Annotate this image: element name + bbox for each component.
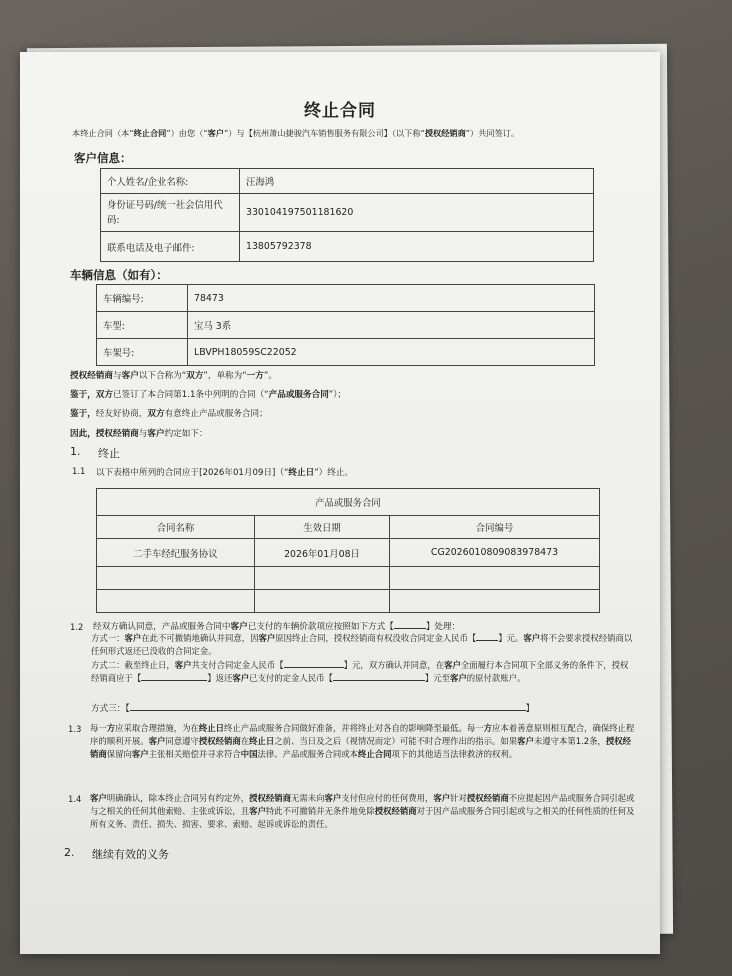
section-1-heading: 终止 [98, 447, 120, 460]
table-row [97, 312, 595, 339]
contract-page [20, 52, 660, 954]
clause-bold: 客户 [148, 736, 166, 746]
clause-text: 在此不可撤销地确认并同意，因 [141, 633, 259, 643]
clause-bold: 客户 [232, 673, 250, 683]
recital-text: ”）； [328, 390, 347, 400]
clause-text: 经双方确认同意，产品或服务合同中 [93, 622, 231, 632]
clause-text: 应本着善意原则相互配合，确保终止程序的顺利开展。 [90, 723, 635, 746]
clause-text: 特此不可撤销并无条件地免除 [265, 806, 375, 816]
intro-text: ”）共同签订。 [465, 128, 520, 138]
clause-bold: 中国 [240, 749, 258, 759]
clause-text: 的原付款账户。 [466, 673, 526, 683]
recital-4 [70, 427, 208, 439]
vehicle-label-model: 车型: [97, 312, 188, 339]
clause-bold: 客户 [517, 736, 534, 746]
clause-1-1 [96, 466, 353, 478]
clause-text: 终止产品或服务合同做好准备，并将终止对各自的影响降至最低。每一 [224, 723, 484, 733]
intro-bold: 客户 [207, 128, 224, 138]
clause-bold: 终止日 [288, 468, 315, 478]
clause-bold: 授权经销商 [198, 736, 241, 746]
clause-text: 】处理： [425, 622, 461, 632]
clause-text: 明确确认，除本终止合同另有约定外， [106, 793, 250, 803]
customer-label-contact: 联系电话及电子邮件: [101, 232, 240, 262]
clause-bold: 终止日 [249, 736, 275, 746]
clause-bold: 客户 [174, 660, 192, 670]
recital-text: 已签订了本合同第1.1条中列明的合同（“ [113, 390, 269, 400]
clause-bold: 授权经销商 [249, 793, 291, 803]
clause-bold: 客户 [230, 622, 248, 632]
clause-text: 方式一： [91, 633, 125, 643]
clause-1-3-number: 1.3 [68, 724, 82, 734]
table-row [97, 567, 600, 590]
recital-text: 有意终止产品或服务合同； [164, 409, 268, 419]
table-row [97, 339, 595, 366]
clause-bold: 客户 [124, 633, 142, 643]
clause-text: ”）终止。 [314, 468, 354, 478]
contract-table [96, 488, 600, 613]
vehicle-label-number: 车辆编号: [97, 285, 188, 312]
clause-text: 在 [240, 736, 250, 746]
table-row [101, 194, 594, 232]
clause-1-3 [90, 722, 636, 761]
recital-bold: 授权经销商 [70, 371, 113, 381]
table-row [97, 590, 600, 613]
clause-text: 支付但应付的任何费用， [341, 793, 434, 803]
section-1-number: 1. [70, 445, 81, 458]
empty-cell [97, 590, 255, 613]
table-row [97, 285, 595, 312]
recital-text: 经友好协商， [95, 409, 148, 419]
clause-text: 无需未向 [291, 793, 325, 803]
section-2-number: 2. [64, 846, 75, 859]
clause-bold: 客户 [433, 793, 451, 803]
clause-text: 同意遵守 [165, 736, 199, 746]
empty-cell [255, 590, 390, 613]
empty-cell [390, 590, 600, 613]
clause-bold: 客户 [523, 633, 541, 643]
empty-cell [390, 567, 600, 590]
clause-bold: 终止日 [198, 723, 224, 733]
clause-bold: 客户 [131, 749, 149, 759]
contract-cell-date: 2026年01月08日 [255, 539, 390, 567]
recital-3 [70, 407, 268, 419]
vehicle-value-number: 78473 [188, 285, 595, 312]
clause-1-2-number: 1.2 [70, 622, 84, 632]
clause-bold: 方 [483, 723, 492, 733]
customer-label-name: 个人姓名/企业名称: [101, 169, 240, 194]
clause-text: 】 [525, 704, 535, 714]
clause-1-4-number: 1.4 [68, 794, 82, 804]
clause-bold: 客户 [249, 806, 266, 816]
clause-text: 方式三：【 [91, 704, 130, 714]
recital-bold: 双方 [147, 409, 165, 419]
contract-header-number: 合同编号 [390, 516, 600, 539]
empty-cell [97, 567, 255, 590]
recital-bold: 双方 [186, 371, 204, 381]
clause-bold: 客户 [324, 793, 342, 803]
contract-cell-number: CG20260108090839784​73 [390, 539, 600, 567]
recital-bold: 鉴于， [70, 409, 96, 419]
clause-bold: 授权经销商 [90, 736, 631, 759]
recital-text: 与 [112, 371, 122, 381]
clause-text: 已支付的定金人民币【 [249, 673, 333, 683]
clause-text: 针对 [450, 793, 467, 803]
vehicle-value-vin: LBVPH18059SC22052 [188, 339, 595, 366]
clause-text: 之前、当日及之后（视情况而定）可能不时合理作出的指示。如果 [274, 736, 518, 746]
clause-text: 全面履行本合同项下全部义务的条件下，授权经销商应于【 [91, 660, 629, 683]
contract-cell-name: 二手车经纪服务协议 [97, 539, 255, 567]
method-3 [91, 702, 534, 714]
recital-bold: 因此，授权经销商 [70, 429, 139, 439]
recital-bold: 客户 [121, 371, 139, 381]
recital-bold: 产品或服务合同 [268, 390, 329, 400]
clause-text: 共支付合同定金人民币【 [191, 660, 284, 670]
recital-text: ”。 [263, 371, 277, 381]
customer-value-contact: 13805792378 [240, 232, 594, 262]
recital-text: 约定如下： [164, 429, 208, 439]
clause-text: 保留向 [106, 749, 132, 759]
section-2-heading: 继续有效的义务 [92, 848, 169, 861]
clause-text: 】元，双方确认并同意，在 [343, 660, 445, 670]
method-2 [91, 659, 635, 685]
clause-text: 主张相关赔偿并寻求符合 [148, 749, 241, 759]
clause-1-2-intro [93, 620, 460, 632]
clause-bold: 授权经销商 [466, 793, 509, 803]
clause-text: 原因终止合同，授权经销商有权没收合同定金人民币【 [275, 633, 477, 643]
clause-bold: 终止合同 [358, 749, 392, 759]
recital-text: ”，单称为“ [203, 371, 247, 381]
clause-text: 】元至 [424, 673, 450, 683]
recital-text: 与 [138, 429, 148, 439]
clause-text: 不应提起因产品或服务合同引起或与之相关的任何其他索赔、主张或诉讼，且 [90, 793, 635, 816]
contract-table-caption: 产品或服务合同 [97, 489, 600, 516]
document-title: 终止合同 [304, 101, 376, 121]
clause-bold: 客户 [450, 673, 467, 683]
table-row [101, 232, 594, 262]
clause-text: 以下表格中所列的合同应于[2026年01月09日]（“ [96, 468, 289, 478]
clause-bold: 客户 [90, 793, 107, 803]
recital-bold: 鉴于， [70, 390, 96, 400]
intro-paragraph [72, 128, 519, 139]
clause-text: 未遵守本第1.2条， [533, 736, 606, 746]
intro-bold: 终止合同 [133, 128, 167, 138]
intro-text: 本终止合同（本“ [72, 128, 134, 138]
amount-blank[interactable] [284, 667, 344, 668]
clause-bold: 客户 [444, 660, 461, 670]
clause-text: 】返还 [207, 673, 233, 683]
empty-cell [255, 567, 390, 590]
clause-1-1-number: 1.1 [72, 466, 86, 476]
method-3-blank[interactable] [130, 710, 526, 711]
recital-2 [70, 388, 346, 400]
recital-text: 以下合称为“ [138, 371, 187, 381]
clause-text: 应采取合理措施，为在 [115, 723, 199, 733]
contract-header-date: 生效日期 [255, 516, 390, 539]
table-row [97, 516, 600, 539]
method-1 [91, 632, 635, 658]
intro-text: ”）由您（“ [166, 128, 208, 138]
clause-text: 对于因产品或服务合同引起或与之相关的任何性质的任何及所有义务、责任、损失、损害、要求、索赔、起诉或诉讼的责任。 [90, 806, 635, 829]
customer-value-id: 330104197501181620 [240, 194, 594, 232]
table-row [101, 169, 594, 194]
table-row [97, 539, 600, 567]
vehicle-section-heading: 车辆信息（如有）： [70, 268, 168, 282]
clause-text: 已支付的车辆价款项应按照如下方式【 [247, 622, 394, 632]
recital-bold: 客户 [147, 429, 165, 439]
clause-text: 方式二：截至终止日， [91, 660, 175, 670]
recital-bold: 双方 [95, 390, 113, 400]
recital-1 [70, 369, 277, 381]
clause-text: 】元。 [498, 633, 524, 643]
intro-text: ”）与【杭州萧山捷骏汽车销售服务有限公司】（以下称“ [223, 128, 425, 138]
clause-text: 项下的其他适当法律救济的权利。 [391, 749, 518, 759]
recital-bold: 一方 [246, 371, 264, 381]
amount-blank[interactable] [476, 640, 498, 641]
clause-text: 每一 [90, 723, 107, 733]
vehicle-label-vin: 车架号: [97, 339, 188, 366]
clause-bold: 授权经销商 [374, 806, 417, 816]
customer-section-heading: 客户信息： [74, 151, 132, 165]
customer-value-name: 汪海鸿 [240, 169, 594, 194]
date-blank[interactable] [141, 680, 207, 681]
customer-info-table [100, 168, 594, 262]
contract-header-name: 合同名称 [97, 516, 255, 539]
clause-bold: 客户 [258, 633, 276, 643]
customer-label-id: 身份证号码/统一社会信用代码: [101, 194, 240, 232]
vehicle-info-table [96, 284, 595, 366]
clause-bold: 方 [106, 723, 116, 733]
vehicle-value-model: 宝马 3系 [188, 312, 595, 339]
table-row [97, 489, 600, 516]
clause-text: 法律、产品或服务合同或本 [257, 749, 358, 759]
clause-1-4 [90, 792, 636, 831]
amount-blank[interactable] [333, 680, 425, 681]
clause-text: 将不会要求授权经销商以任何形式返还已没收的合同定金。 [91, 633, 633, 656]
method-blank[interactable] [394, 628, 426, 629]
intro-bold: 授权经销商 [424, 128, 466, 138]
